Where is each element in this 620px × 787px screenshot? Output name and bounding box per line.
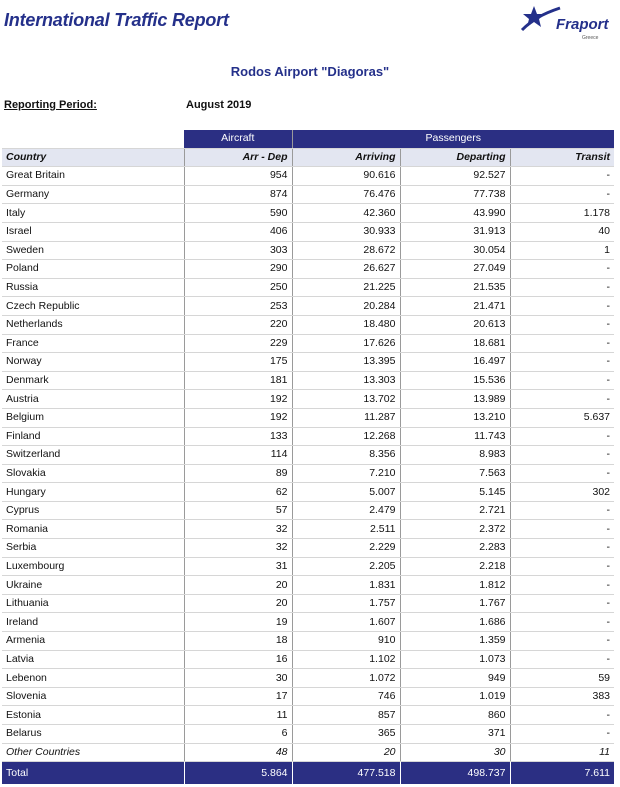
cell-transit: 11 bbox=[510, 743, 614, 762]
cell-departing: 1.019 bbox=[400, 687, 510, 706]
table-row bbox=[2, 594, 614, 613]
cell-transit: 59 bbox=[510, 669, 614, 688]
table-row bbox=[2, 483, 614, 502]
cell-country: Lebenon bbox=[2, 669, 184, 688]
cell-transit: 383 bbox=[510, 687, 614, 706]
cell-country: Czech Republic bbox=[2, 297, 184, 316]
cell-arriving: 1.831 bbox=[292, 576, 400, 595]
cell-country: Sweden bbox=[2, 241, 184, 260]
cell-arriving: 1.072 bbox=[292, 669, 400, 688]
cell-country: Hungary bbox=[2, 483, 184, 502]
fraport-logo bbox=[520, 2, 616, 44]
airport-title: Rodos Airport "Diagoras" bbox=[230, 64, 390, 79]
cell-country: Denmark bbox=[2, 371, 184, 390]
cell-arriving: 13.702 bbox=[292, 390, 400, 409]
cell-transit: - bbox=[510, 353, 614, 372]
cell-arr-dep: 954 bbox=[184, 167, 292, 186]
cell-transit: 1.178 bbox=[510, 204, 614, 223]
cell-arriving: 2.205 bbox=[292, 557, 400, 576]
cell-transit: - bbox=[510, 427, 614, 446]
cell-departing: 1.812 bbox=[400, 576, 510, 595]
cell-arriving: 477.518 bbox=[292, 762, 400, 785]
table-row bbox=[2, 204, 614, 223]
cell-transit: - bbox=[510, 334, 614, 353]
cell-departing: 371 bbox=[400, 725, 510, 744]
cell-country: Ukraine bbox=[2, 576, 184, 595]
cell-arriving: 910 bbox=[292, 632, 400, 651]
cell-transit: - bbox=[510, 464, 614, 483]
cell-arriving: 365 bbox=[292, 725, 400, 744]
cell-country: Switzerland bbox=[2, 446, 184, 465]
cell-arriving: 2.511 bbox=[292, 520, 400, 539]
cell-departing: 30 bbox=[400, 743, 510, 762]
table-row bbox=[2, 315, 614, 334]
table-row bbox=[2, 464, 614, 483]
table-row bbox=[2, 613, 614, 632]
cell-arr-dep: 11 bbox=[184, 706, 292, 725]
cell-arriving: 26.627 bbox=[292, 260, 400, 279]
cell-arriving: 7.210 bbox=[292, 464, 400, 483]
cell-departing: 20.613 bbox=[400, 315, 510, 334]
column-header-arr-dep: Arr - Dep bbox=[184, 148, 292, 167]
other-countries-row bbox=[2, 743, 614, 762]
cell-arriving: 18.480 bbox=[292, 315, 400, 334]
cell-arriving: 17.626 bbox=[292, 334, 400, 353]
cell-transit: - bbox=[510, 167, 614, 186]
cell-departing: 92.527 bbox=[400, 167, 510, 186]
cell-arr-dep: 19 bbox=[184, 613, 292, 632]
cell-departing: 11.743 bbox=[400, 427, 510, 446]
cell-departing: 16.497 bbox=[400, 353, 510, 372]
cell-transit: - bbox=[510, 297, 614, 316]
cell-transit: - bbox=[510, 446, 614, 465]
cell-country: Estonia bbox=[2, 706, 184, 725]
cell-departing: 2.372 bbox=[400, 520, 510, 539]
cell-arr-dep: 20 bbox=[184, 594, 292, 613]
cell-arr-dep: 20 bbox=[184, 576, 292, 595]
cell-arriving: 13.303 bbox=[292, 371, 400, 390]
cell-transit: - bbox=[510, 706, 614, 725]
cell-arriving: 2.229 bbox=[292, 539, 400, 558]
cell-arriving: 12.268 bbox=[292, 427, 400, 446]
cell-arr-dep: 17 bbox=[184, 687, 292, 706]
table-row bbox=[2, 650, 614, 669]
table-row bbox=[2, 185, 614, 204]
cell-arr-dep: 32 bbox=[184, 520, 292, 539]
cell-departing: 1.767 bbox=[400, 594, 510, 613]
cell-transit: - bbox=[510, 278, 614, 297]
cell-transit: - bbox=[510, 632, 614, 651]
cell-arr-dep: 181 bbox=[184, 371, 292, 390]
cell-country: Cyprus bbox=[2, 501, 184, 520]
cell-arr-dep: 250 bbox=[184, 278, 292, 297]
cell-country: Belarus bbox=[2, 725, 184, 744]
cell-country: Italy bbox=[2, 204, 184, 223]
cell-arriving: 11.287 bbox=[292, 408, 400, 427]
cell-arr-dep: 114 bbox=[184, 446, 292, 465]
cell-arr-dep: 6 bbox=[184, 725, 292, 744]
cell-transit: - bbox=[510, 557, 614, 576]
table-row bbox=[2, 427, 614, 446]
column-header-departing: Departing bbox=[400, 148, 510, 167]
cell-country: Belgium bbox=[2, 408, 184, 427]
cell-departing: 1.359 bbox=[400, 632, 510, 651]
table-row bbox=[2, 632, 614, 651]
cell-transit: - bbox=[510, 520, 614, 539]
table-row bbox=[2, 297, 614, 316]
cell-transit: - bbox=[510, 260, 614, 279]
cell-departing: 860 bbox=[400, 706, 510, 725]
cell-arr-dep: 32 bbox=[184, 539, 292, 558]
cell-transit: 40 bbox=[510, 222, 614, 241]
cell-arr-dep: 303 bbox=[184, 241, 292, 260]
cell-arr-dep: 192 bbox=[184, 408, 292, 427]
cell-country: Total bbox=[2, 762, 184, 785]
table-row bbox=[2, 371, 614, 390]
cell-departing: 77.738 bbox=[400, 185, 510, 204]
cell-arriving: 20.284 bbox=[292, 297, 400, 316]
cell-departing: 21.471 bbox=[400, 297, 510, 316]
cell-country: Finland bbox=[2, 427, 184, 446]
cell-country: Slovenia bbox=[2, 687, 184, 706]
logo-text: Fraport bbox=[556, 16, 609, 33]
cell-departing: 15.536 bbox=[400, 371, 510, 390]
cell-arriving: 8.356 bbox=[292, 446, 400, 465]
cell-arr-dep: 57 bbox=[184, 501, 292, 520]
cell-departing: 7.563 bbox=[400, 464, 510, 483]
cell-arr-dep: 874 bbox=[184, 185, 292, 204]
cell-arr-dep: 18 bbox=[184, 632, 292, 651]
cell-country: Great Britain bbox=[2, 167, 184, 186]
group-header-blank bbox=[2, 130, 184, 148]
cell-country: Germany bbox=[2, 185, 184, 204]
reporting-period-label: Reporting Period: bbox=[4, 99, 97, 111]
cell-departing: 5.145 bbox=[400, 483, 510, 502]
table-row bbox=[2, 222, 614, 241]
column-header-country: Country bbox=[2, 148, 184, 167]
cell-departing: 2.218 bbox=[400, 557, 510, 576]
cell-arr-dep: 229 bbox=[184, 334, 292, 353]
table-row bbox=[2, 353, 614, 372]
cell-country: Armenia bbox=[2, 632, 184, 651]
cell-transit: - bbox=[510, 185, 614, 204]
cell-transit: 5.637 bbox=[510, 408, 614, 427]
cell-departing: 1.686 bbox=[400, 613, 510, 632]
cell-arr-dep: 5.864 bbox=[184, 762, 292, 785]
table-row bbox=[2, 520, 614, 539]
cell-arriving: 21.225 bbox=[292, 278, 400, 297]
cell-transit: - bbox=[510, 539, 614, 558]
cell-arriving: 746 bbox=[292, 687, 400, 706]
cell-arriving: 13.395 bbox=[292, 353, 400, 372]
cell-arriving: 5.007 bbox=[292, 483, 400, 502]
cell-arriving: 857 bbox=[292, 706, 400, 725]
cell-departing: 2.721 bbox=[400, 501, 510, 520]
cell-country: Lithuania bbox=[2, 594, 184, 613]
cell-departing: 949 bbox=[400, 669, 510, 688]
cell-country: Latvia bbox=[2, 650, 184, 669]
cell-transit: 7.611 bbox=[510, 762, 614, 785]
table-row bbox=[2, 278, 614, 297]
cell-transit: - bbox=[510, 501, 614, 520]
group-header-row bbox=[2, 130, 614, 148]
column-header-transit: Transit bbox=[510, 148, 614, 167]
cell-country: Austria bbox=[2, 390, 184, 409]
cell-transit: - bbox=[510, 576, 614, 595]
table-row bbox=[2, 334, 614, 353]
cell-arriving: 30.933 bbox=[292, 222, 400, 241]
cell-arriving: 42.360 bbox=[292, 204, 400, 223]
cell-country: Israel bbox=[2, 222, 184, 241]
cell-departing: 498.737 bbox=[400, 762, 510, 785]
column-header-row bbox=[2, 148, 614, 167]
cell-arr-dep: 48 bbox=[184, 743, 292, 762]
cell-country: France bbox=[2, 334, 184, 353]
group-header-passengers: Passengers bbox=[292, 130, 614, 148]
cell-country: Serbia bbox=[2, 539, 184, 558]
cell-arr-dep: 133 bbox=[184, 427, 292, 446]
cell-departing: 13.989 bbox=[400, 390, 510, 409]
cell-country: Poland bbox=[2, 260, 184, 279]
cell-transit: 302 bbox=[510, 483, 614, 502]
cell-country: Other Countries bbox=[2, 743, 184, 762]
logo-subtitle: Greece bbox=[582, 35, 599, 41]
table-row bbox=[2, 446, 614, 465]
cell-departing: 31.913 bbox=[400, 222, 510, 241]
cell-departing: 30.054 bbox=[400, 241, 510, 260]
cell-arriving: 90.616 bbox=[292, 167, 400, 186]
table-row bbox=[2, 501, 614, 520]
table-row bbox=[2, 576, 614, 595]
table-body bbox=[2, 167, 614, 785]
cell-arr-dep: 175 bbox=[184, 353, 292, 372]
cell-arriving: 28.672 bbox=[292, 241, 400, 260]
cell-departing: 2.283 bbox=[400, 539, 510, 558]
cell-arriving: 2.479 bbox=[292, 501, 400, 520]
table-row bbox=[2, 260, 614, 279]
table-row bbox=[2, 241, 614, 260]
table-row bbox=[2, 706, 614, 725]
table-row bbox=[2, 408, 614, 427]
table-row bbox=[2, 725, 614, 744]
cell-country: Luxembourg bbox=[2, 557, 184, 576]
cell-country: Romania bbox=[2, 520, 184, 539]
cell-arr-dep: 290 bbox=[184, 260, 292, 279]
cell-arriving: 1.757 bbox=[292, 594, 400, 613]
cell-country: Ireland bbox=[2, 613, 184, 632]
cell-country: Netherlands bbox=[2, 315, 184, 334]
cell-arr-dep: 62 bbox=[184, 483, 292, 502]
cell-arr-dep: 16 bbox=[184, 650, 292, 669]
reporting-period-value: August 2019 bbox=[186, 99, 252, 111]
cell-departing: 1.073 bbox=[400, 650, 510, 669]
cell-transit: 1 bbox=[510, 241, 614, 260]
table-row bbox=[2, 669, 614, 688]
cell-departing: 21.535 bbox=[400, 278, 510, 297]
cell-transit: - bbox=[510, 613, 614, 632]
cell-departing: 18.681 bbox=[400, 334, 510, 353]
cell-arriving: 1.607 bbox=[292, 613, 400, 632]
column-header-arriving: Arriving bbox=[292, 148, 400, 167]
table-row bbox=[2, 539, 614, 558]
traffic-table bbox=[2, 130, 614, 784]
cell-transit: - bbox=[510, 594, 614, 613]
cell-departing: 13.210 bbox=[400, 408, 510, 427]
table-row bbox=[2, 167, 614, 186]
cell-arr-dep: 30 bbox=[184, 669, 292, 688]
cell-departing: 43.990 bbox=[400, 204, 510, 223]
cell-arriving: 1.102 bbox=[292, 650, 400, 669]
cell-arr-dep: 406 bbox=[184, 222, 292, 241]
cell-arriving: 20 bbox=[292, 743, 400, 762]
group-header-aircraft: Aircraft bbox=[184, 130, 292, 148]
report-title: International Traffic Report bbox=[4, 10, 229, 30]
cell-departing: 27.049 bbox=[400, 260, 510, 279]
cell-country: Slovakia bbox=[2, 464, 184, 483]
table-row bbox=[2, 390, 614, 409]
cell-arriving: 76.476 bbox=[292, 185, 400, 204]
cell-country: Norway bbox=[2, 353, 184, 372]
cell-transit: - bbox=[510, 650, 614, 669]
cell-arr-dep: 89 bbox=[184, 464, 292, 483]
cell-arr-dep: 31 bbox=[184, 557, 292, 576]
cell-transit: - bbox=[510, 371, 614, 390]
cell-transit: - bbox=[510, 390, 614, 409]
table-row bbox=[2, 557, 614, 576]
cell-transit: - bbox=[510, 725, 614, 744]
cell-departing: 8.983 bbox=[400, 446, 510, 465]
total-row bbox=[2, 762, 614, 785]
cell-arr-dep: 253 bbox=[184, 297, 292, 316]
table-row bbox=[2, 687, 614, 706]
cell-country: Russia bbox=[2, 278, 184, 297]
cell-arr-dep: 220 bbox=[184, 315, 292, 334]
cell-transit: - bbox=[510, 315, 614, 334]
cell-arr-dep: 590 bbox=[184, 204, 292, 223]
cell-arr-dep: 192 bbox=[184, 390, 292, 409]
